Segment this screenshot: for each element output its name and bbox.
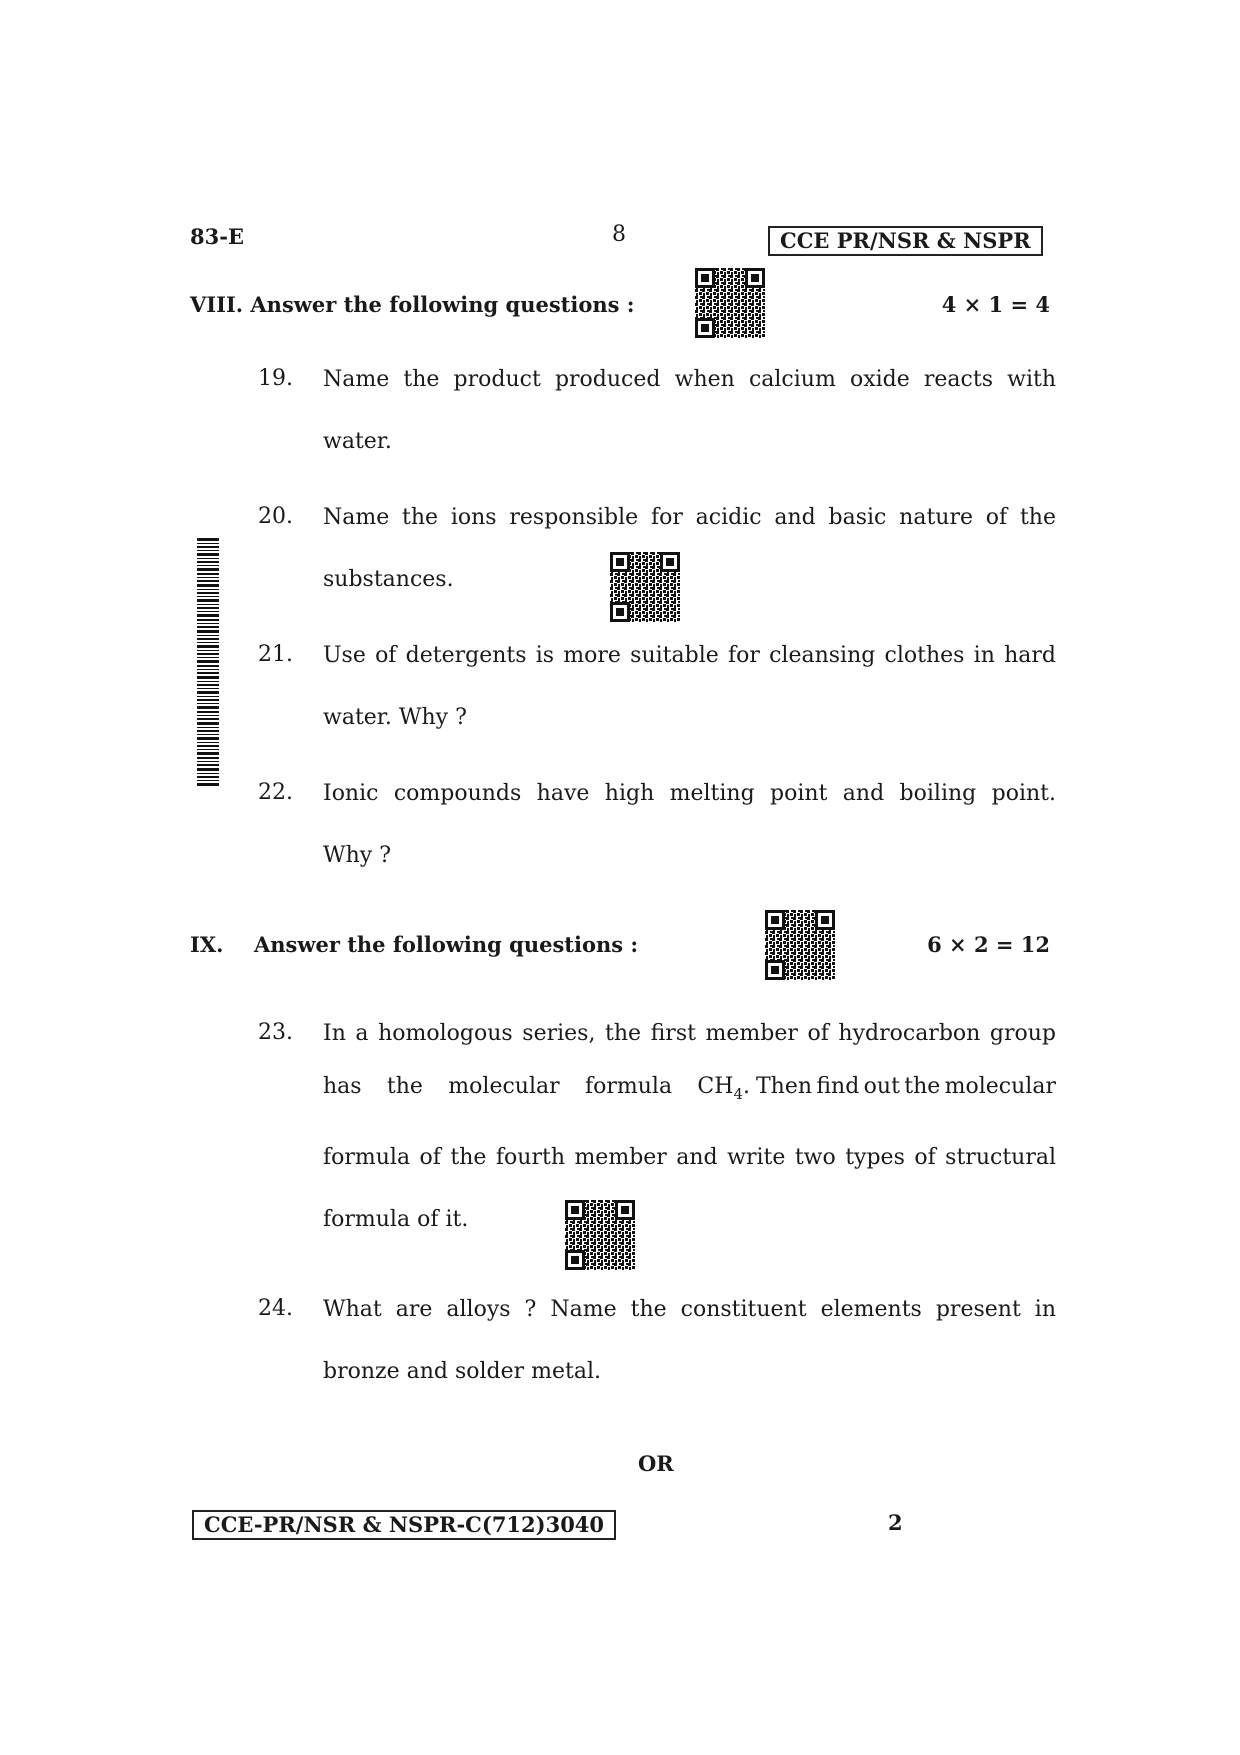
question-text-formula-line: has the molecular formula $CH_4$. Then find out the molecular — [323, 1073, 1056, 1108]
footer-code: CCE-PR/NSR & NSPR-C(712)3040 — [192, 1510, 616, 1540]
question-text: substances. — [323, 567, 454, 592]
exam-label: CCE PR/NSR & NSPR — [768, 226, 1043, 256]
question-text: formula of the fourth member and write two types of structural — [323, 1145, 1056, 1170]
question-text: Why ? — [323, 843, 391, 868]
turn-page-number: 2 — [888, 1510, 903, 1535]
barcode-icon — [197, 538, 219, 792]
qr-code-icon — [695, 268, 765, 338]
question-text: What are alloys ? Name the constituent elements present in — [323, 1297, 1056, 1322]
question-text: Use of detergents is more suitable for cleansing clothes in hard — [323, 643, 1056, 668]
qr-code-icon — [765, 910, 835, 980]
qr-code-icon — [565, 1200, 635, 1270]
question-text: Name the product produced when calcium oxide reacts with — [323, 367, 1056, 392]
paper-code: 83-E — [190, 224, 244, 249]
question-number: 19. — [258, 366, 293, 391]
question-text: water. Why ? — [323, 705, 467, 730]
question-number: 22. — [258, 780, 293, 805]
question-text: water. — [323, 429, 392, 454]
question-number: 20. — [258, 504, 293, 529]
question-text: formula of it. — [323, 1207, 469, 1232]
section-ix-roman: IX. — [190, 932, 224, 957]
question-text: Name the ions responsible for acidic and basic nature of the — [323, 505, 1056, 530]
qr-code-icon — [610, 552, 680, 622]
page-number: 8 — [612, 222, 626, 247]
section-ix-marks: 6 × 2 = 12 — [927, 932, 1050, 957]
question-text: In a homologous series, the first member of hydrocarbon group — [323, 1021, 1056, 1046]
question-number: 21. — [258, 642, 293, 667]
formula-subscript: 4 — [733, 1085, 743, 1103]
question-number: 24. — [258, 1296, 293, 1321]
section-viii-marks: 4 × 1 = 4 — [941, 292, 1050, 317]
formula-ch: $CH_4$. — [697, 1074, 750, 1103]
or-separator: OR — [638, 1451, 674, 1476]
question-number: 23. — [258, 1020, 293, 1045]
section-ix-title: Answer the following questions : — [254, 932, 639, 957]
question-text: bronze and solder metal. — [323, 1359, 602, 1384]
section-viii-title: VIII. Answer the following questions : — [190, 292, 635, 317]
question-text: Ionic compounds have high melting point and boiling point. — [323, 781, 1056, 806]
